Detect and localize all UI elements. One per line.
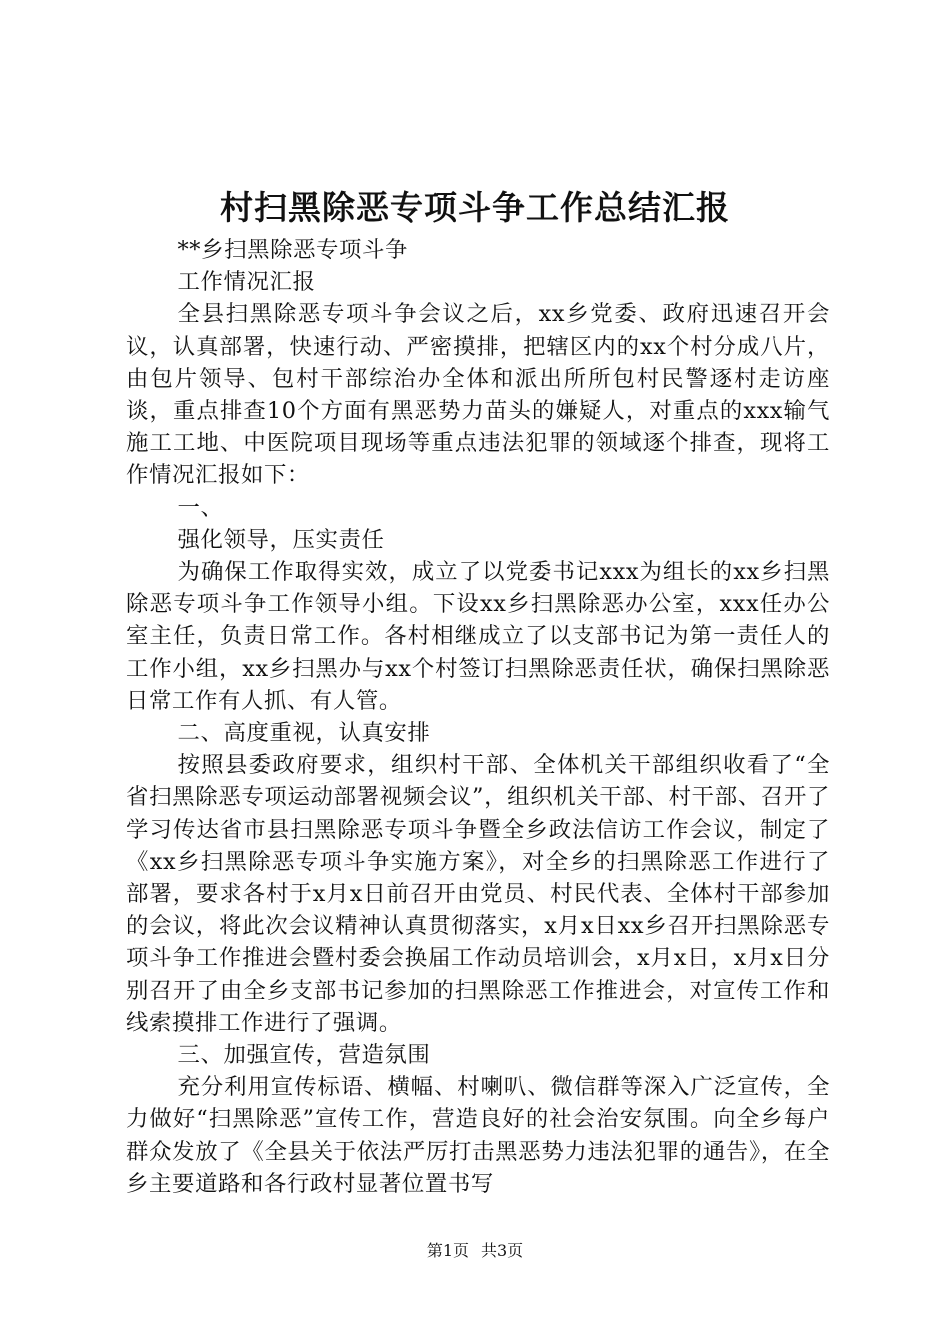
subtitle-line-1: **乡扫黑除恶专项斗争: [177, 237, 409, 263]
section-3-paragraph: 充分利用宣传标语、横幅、村喇叭、微信群等深入广泛宣传，全力做好“扫黑除恶”宣传工作，营造良好的社会治安氛围。向全乡每户群众发放了《全县关于依法严厉打击黑恶势力违法犯罪的通告》，在全乡主要道路和各行政村显著位置书写: [126, 1074, 830, 1197]
document-title: 村扫黑除恶专项斗争工作总结汇报: [220, 188, 730, 227]
section-1-heading: 强化领导，压实责任: [177, 526, 385, 553]
section-2-paragraph: 按照县委政府要求，组织村干部、全体机关干部组织收看了“全省扫黑除恶专项运动部署视频会议”，组织机关干部、村干部、召开了学习传达省市县扫黑除恶专项斗争暨全乡政法信访工作会议，制定了《xx乡扫黑除恶专项斗争实施方案》，对全乡的扫黑除恶工作进行了部署，要求各村于x月x日前召开由党员、村民代表、全体村干部参加的会议，将此次会议精神认真贯彻落实，x月x日xx乡召开扫黑除恶专项斗争工作推进会暨村委会换届工作动员培训会，x月x日，x月x日分别召开了由全乡支部书记参加的扫黑除恶工作推进会，对宣传工作和线索摸排工作进行了强调。: [126, 752, 830, 1036]
section-2-heading: 二、高度重视，认真安排: [177, 720, 431, 747]
page-footer: [0, 1240, 950, 1262]
section-1-number: 一、: [177, 494, 224, 521]
page-number: 第1页: [426, 1241, 469, 1260]
intro-paragraph: 全县扫黑除恶专项斗争会议之后，xx乡党委、政府迅速召开会议，认真部署，快速行动、严密摸排，把辖区内的xx个村分成八片，由包片领导、包村干部综治办全体和派出所所包村民警逐村走访座谈，重点排查10个方面有黑恶势力苗头的嫌疑人，对重点的xxx输气施工工地、中医院项目现场等重点违法犯罪的领域逐个排查，现将工作情况汇报如下：: [126, 301, 830, 489]
page-total: 共3页: [481, 1241, 524, 1260]
section-3-heading: 三、加强宣传，营造氛围: [177, 1042, 431, 1069]
subtitle-line-2: 工作情况汇报: [177, 269, 316, 296]
document-body: [126, 234, 830, 1200]
section-1-paragraph: 为确保工作取得实效，成立了以党委书记xxx为组长的xx乡扫黑除恶专项斗争工作领导小组。下设xx乡扫黑除恶办公室，xxx任办公室主任，负责日常工作。各村相继成立了以支部书记为第一责任人的工作小组，xx乡扫黑办与xx个村签订扫黑除恶责任状，确保扫黑除恶日常工作有人抓、有人管。: [126, 559, 830, 714]
